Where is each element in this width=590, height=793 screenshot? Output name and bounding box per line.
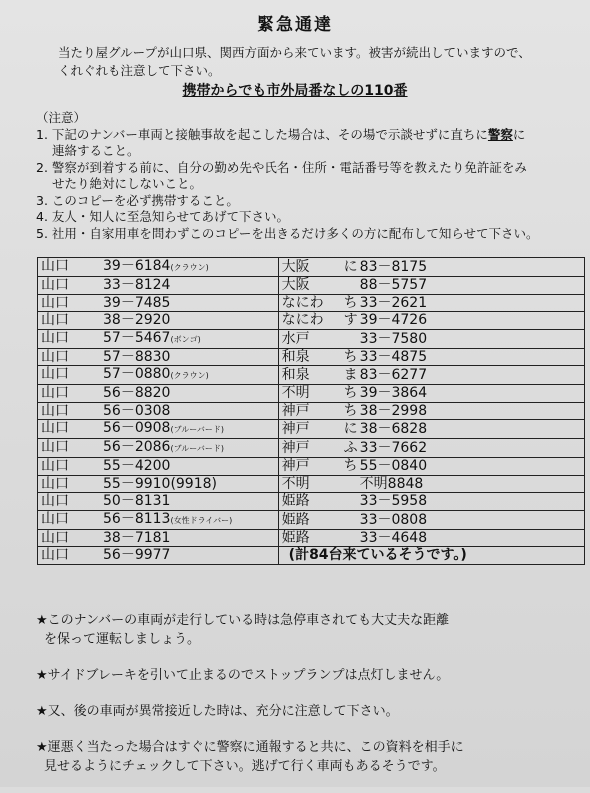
plate-left-cell (38, 458, 279, 476)
emergency-number-text: 携帯からでも市外局番なしの110番 (182, 83, 408, 99)
plate-right-cell (278, 294, 584, 312)
plate-number: 33－7580 (359, 330, 428, 347)
intro-text (58, 44, 531, 80)
plate-left-cell (38, 493, 279, 511)
plate-left-cell (38, 475, 279, 493)
plate-prefecture: なにわ (281, 294, 324, 311)
plate-left-cell (38, 439, 279, 458)
plate-prefecture: 山口 (41, 420, 69, 436)
plate-prefecture: 山口 (41, 294, 69, 311)
plate-number: 39－7485 (103, 294, 171, 311)
plate-number: 38－7181 (103, 529, 171, 546)
plate-number: 38－6828 (359, 421, 428, 437)
plate-number: 56－2086 (103, 439, 171, 455)
plate-kana: ち (343, 402, 358, 419)
plate-left-cell (38, 294, 279, 312)
plate-prefecture: 不明 (281, 385, 310, 402)
plate-left-cell (38, 258, 279, 277)
plate-prefecture: 山口 (41, 458, 69, 475)
vehicle-note: (クラウン) (170, 263, 209, 272)
plate-left-cell (38, 329, 279, 348)
plate-right-cell (278, 510, 584, 529)
plate-prefecture: 山口 (41, 475, 69, 492)
plate-number: 33－7662 (359, 440, 428, 456)
plate-prefecture: 神戸 (281, 440, 310, 456)
plate-left-cell (38, 312, 279, 330)
vehicle-note: (女性ドライバー) (170, 515, 233, 525)
plate-number: 39－6184 (103, 258, 171, 274)
note-item-1 (36, 127, 539, 144)
plate-number: 55－9910(9918) (103, 475, 217, 492)
plate-prefecture: 姫路 (281, 529, 310, 546)
warning-item-4-line-1: ★運悪く当たった場合はすぐに警察に通報すると共に、この資料を相手に (36, 740, 464, 755)
plate-number: 33－4875 (359, 348, 428, 365)
plate-row (38, 258, 585, 277)
plate-left-cell (38, 529, 279, 547)
warning-item-4 (36, 738, 464, 776)
plate-right-cell (278, 385, 584, 403)
plate-row (38, 493, 585, 511)
plate-number: 83－6277 (359, 367, 428, 383)
plate-right-cell (278, 529, 584, 547)
plate-right-cell (278, 366, 584, 385)
plate-kana: に (343, 259, 358, 275)
plate-prefecture: 神戸 (281, 421, 310, 437)
plate-kana: ふ (343, 440, 358, 456)
notes-heading: （注意） (36, 110, 87, 125)
plate-prefecture: 山口 (41, 348, 69, 365)
plate-left-cell (38, 385, 279, 403)
plate-row (38, 385, 585, 403)
plate-number: 56－9977 (103, 547, 171, 564)
plate-number: 不明8848 (359, 475, 424, 492)
plate-table (37, 257, 585, 565)
plate-prefecture: なにわ (281, 312, 324, 329)
plate-number: 33－0808 (359, 511, 428, 528)
plate-number: 83－8175 (359, 259, 428, 275)
plate-prefecture: 山口 (41, 329, 69, 346)
note-item-2-cont: せたり絶対にしないこと。 (52, 176, 203, 191)
warning-item-3 (36, 702, 464, 721)
plate-number: 56－8113 (103, 510, 171, 527)
emergency-number-line (0, 80, 590, 100)
vehicle-note: (クラウン) (170, 371, 209, 380)
plate-kana: す (343, 312, 358, 329)
plate-prefecture: 山口 (41, 493, 69, 510)
warning-item-2 (36, 666, 464, 685)
plate-number: 57－0880 (103, 366, 171, 382)
warning-item-2-line-1: ★サイドブレーキを引いて止まるのでストップランプは点灯しません。 (36, 668, 450, 683)
plate-prefecture: 山口 (41, 366, 69, 382)
plate-right-cell (278, 348, 584, 366)
plate-kana: ち (343, 348, 358, 365)
vehicle-note: (ブルーバード) (170, 425, 224, 434)
warning-item-1-line-2: を保って運転しましょう。 (44, 632, 201, 647)
plate-prefecture: 山口 (41, 439, 69, 455)
note-item-2: 2. 警察が到着する前に、自分の勤め先や氏名・住所・電話番号等を教えたり免許証をみ (36, 159, 527, 175)
note-item-1-text: 1. 下記のナンバー車両と接触事故を起こした場合は、その場で示談せずに直ちに (36, 126, 488, 142)
plate-left-cell (38, 402, 279, 420)
plate-row (38, 510, 585, 529)
plate-row (38, 348, 585, 366)
plate-prefecture: 不明 (281, 475, 310, 492)
plate-left-cell (38, 420, 279, 439)
plate-prefecture: 大阪 (281, 259, 310, 275)
vehicle-note: (ブルーバード) (170, 444, 224, 453)
plate-row (38, 329, 585, 348)
plate-number: 38－2920 (103, 312, 171, 329)
warning-item-1 (36, 611, 464, 649)
plate-number: 33－5958 (359, 493, 428, 510)
plate-left-cell (38, 277, 279, 295)
plate-prefecture: 山口 (41, 402, 69, 419)
plate-right-cell (278, 258, 584, 277)
vehicle-note: (ボンゴ) (170, 334, 201, 344)
plate-number: 38－2998 (359, 402, 428, 419)
plate-prefecture: 山口 (41, 510, 69, 527)
plate-row (38, 529, 585, 547)
plate-number: 33－8124 (103, 277, 171, 294)
warning-item-4-line-2: 見せるようにチェックして下さい。逃げて行く車両もあるそうです。 (44, 759, 446, 774)
plate-right-cell (278, 475, 584, 493)
plate-number: 55－0840 (359, 458, 428, 475)
note-item-1-cont: 連絡すること。 (52, 143, 140, 158)
plate-row (38, 312, 585, 330)
plate-prefecture: 山口 (41, 312, 69, 329)
plate-prefecture: 山口 (41, 385, 69, 402)
plate-number: 56－8820 (103, 385, 171, 402)
plate-row-last (38, 547, 585, 565)
plate-right-cell (278, 458, 584, 476)
plate-kana: ち (343, 458, 358, 475)
intro-line-2: くれぐれも注意して下さい。 (58, 63, 221, 78)
plate-prefecture: 和泉 (281, 367, 310, 383)
plate-row (38, 366, 585, 385)
total-count-cell: (計84台来ているそうです。) (278, 547, 584, 565)
plate-right-cell (278, 329, 584, 348)
plate-row (38, 420, 585, 439)
note-item-4: 4. 友人・知人に至急知らせてあげて下さい。 (36, 209, 290, 224)
plate-prefecture: 山口 (41, 529, 69, 546)
note-item-1-tail: に (512, 126, 526, 142)
plate-kana: ま (343, 367, 358, 383)
intro-line-1: 当たり屋グループが山口県、関西方面から来ています。被害が続出していますので、 (58, 45, 531, 60)
plate-kana: に (343, 421, 358, 437)
plate-number: 33－4648 (359, 529, 428, 546)
plate-left-cell (38, 547, 279, 565)
plate-row (38, 475, 585, 493)
plate-table-body (38, 258, 585, 565)
plate-prefecture: 姫路 (281, 511, 310, 528)
notes-list (36, 110, 539, 242)
plate-kana: ち (343, 385, 358, 402)
warning-item-3-line-1: ★又、後の車両が異常接近した時は、充分に注意して下さい。 (36, 704, 399, 719)
plate-left-cell (38, 510, 279, 529)
plate-number: 88－5757 (359, 277, 428, 294)
plate-number: 56－0308 (103, 402, 171, 419)
plate-prefecture: 水戸 (281, 330, 310, 347)
note-item-1-keyword: 警察 (487, 126, 513, 142)
plate-number: 57－5467 (103, 329, 171, 346)
plate-number: 50－8131 (103, 493, 171, 510)
plate-left-cell (38, 366, 279, 385)
plate-row (38, 402, 585, 420)
plate-right-cell (278, 402, 584, 420)
notice-title: 緊急通達 (257, 15, 333, 35)
plate-row (38, 294, 585, 312)
plate-prefecture: 和泉 (281, 348, 310, 365)
plate-prefecture: 神戸 (281, 458, 310, 475)
plate-prefecture: 山口 (41, 258, 69, 274)
plate-right-cell (278, 439, 584, 458)
plate-number: 56－0908 (103, 420, 171, 436)
warning-list (36, 611, 464, 793)
plate-prefecture: 山口 (41, 277, 69, 294)
plate-prefecture: 大阪 (281, 277, 310, 294)
plate-left-cell (38, 348, 279, 366)
plate-prefecture: 山口 (41, 547, 69, 564)
plate-number: 39－3864 (359, 385, 428, 402)
plate-right-cell (278, 493, 584, 511)
plate-number: 39－4726 (359, 312, 428, 329)
plate-prefecture: 姫路 (281, 493, 310, 510)
plate-kana: ち (343, 294, 358, 311)
note-item-3: 3. このコピーを必ず携帯すること。 (36, 192, 239, 208)
plate-right-cell (278, 312, 584, 330)
plate-right-cell (278, 277, 584, 295)
plate-row (38, 458, 585, 476)
plate-prefecture: 神戸 (281, 402, 310, 419)
plate-right-cell (278, 420, 584, 439)
plate-row (38, 439, 585, 458)
plate-number: 33－2621 (359, 294, 428, 311)
plate-row (38, 277, 585, 295)
plate-number: 57－8830 (103, 348, 171, 365)
plate-number: 55－4200 (103, 458, 171, 475)
warning-item-1-line-1: ★このナンバーの車両が走行している時は急停車されても大丈夫な距離 (36, 613, 450, 628)
note-item-5: 5. 社用・自家用車を問わずこのコピーを出きるだけ多くの方に配布して知らせて下さい。 (36, 225, 539, 241)
